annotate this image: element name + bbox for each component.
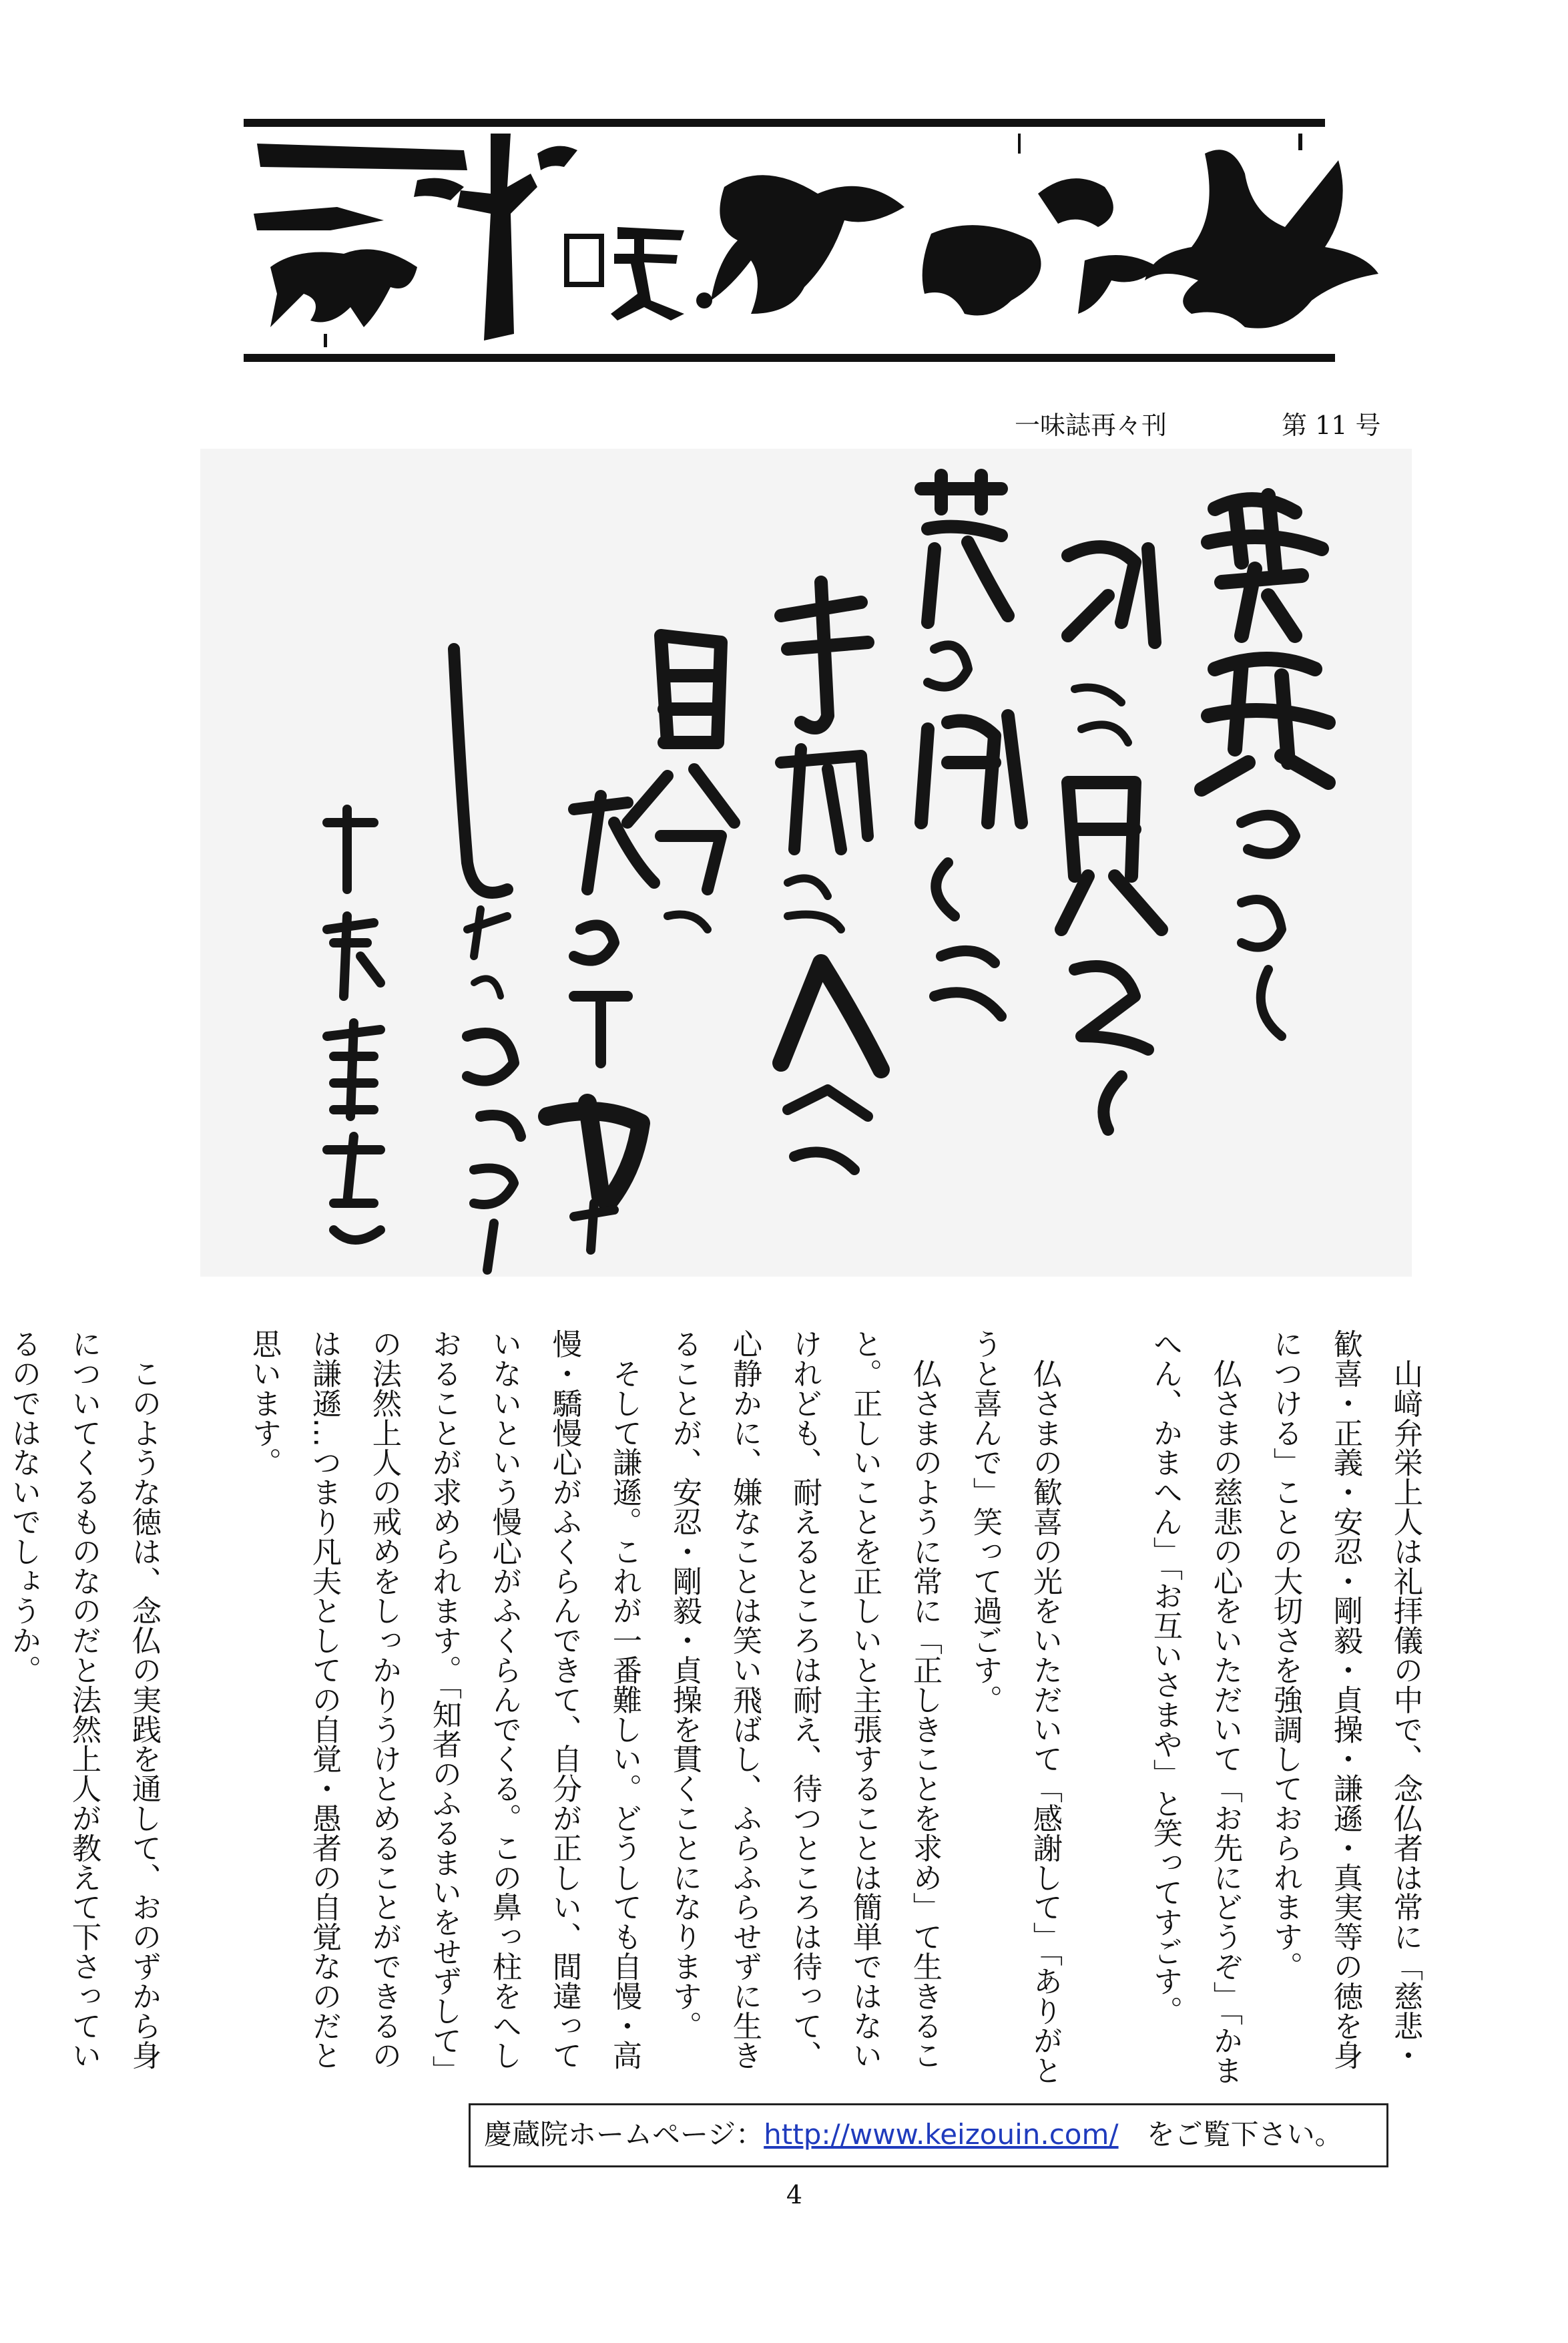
body-paragraph: 仏さまの歓喜の光をいただいて「感謝して」「ありがとうと喜んで」笑って過ごす。	[968, 1329, 1062, 2085]
issue-number: 第 11 号	[1282, 411, 1381, 440]
homepage-notice	[469, 2103, 1388, 2167]
body-paragraph: 仏さまの慈悲の心をいただいて「お先にどうぞ」「かまへん、かまへん」「お互いさまや」と笑ってすごす。	[1148, 1329, 1242, 2085]
article-body	[7, 1329, 1435, 2097]
homepage-suffix: をご覧下さい。	[1118, 2118, 1343, 2151]
page-number: 4	[786, 2180, 803, 2209]
issue-line	[1015, 405, 1415, 445]
body-paragraph: 仏さまのように常に「正しきことを求め」て生きること。正しいことを正しいと主張することは簡単ではないけれども、耐えるところは耐え、待つところは待って、心静かに、嫌なことは笑い飛ばし、ふらふらせずに生きることが、安忍・剛毅・貞操を貫くことになります。	[668, 1329, 942, 2070]
series-title: 一味誌再々刊	[1015, 411, 1167, 440]
body-paragraph: そして謙遜。これが一番難しい。どうしても自慢・高慢・驕慢心がふくらんできて、自分が正しい、間違っていないという慢心がふくらんでくる。この鼻っ柱をへしおることが求められます。「知者のふるまいをせずして」の法然上人の戒めをしっかりうけとめることができるのは謙遜…つまり凡夫としての自覚・愚者の自覚なのだと思います。	[247, 1329, 641, 2085]
body-paragraph: このような徳は、念仏の実践を通して、おのずから身についてくるものなのだと法然上人が教えて下さっているのではないでしょうか。	[7, 1329, 161, 2070]
brush-strokes-graphic	[200, 449, 1412, 1277]
body-paragraph: 山﨑弁栄上人は礼拝儀の中で、念仏者は常に「慈悲・歓喜・正義・安忍・剛毅・貞操・謙遜・真実等の徳を身につける」ことの大切さを強調しておられます。	[1268, 1329, 1422, 2070]
masthead-woodblock-graphic	[244, 114, 1385, 401]
homepage-label: 慶蔵院ホームページ：	[484, 2118, 764, 2151]
masthead-logo	[244, 114, 1385, 401]
homepage-link[interactable]: http://www.keizouin.com/	[764, 2118, 1119, 2151]
calligraphy-poem-image	[200, 449, 1412, 1277]
